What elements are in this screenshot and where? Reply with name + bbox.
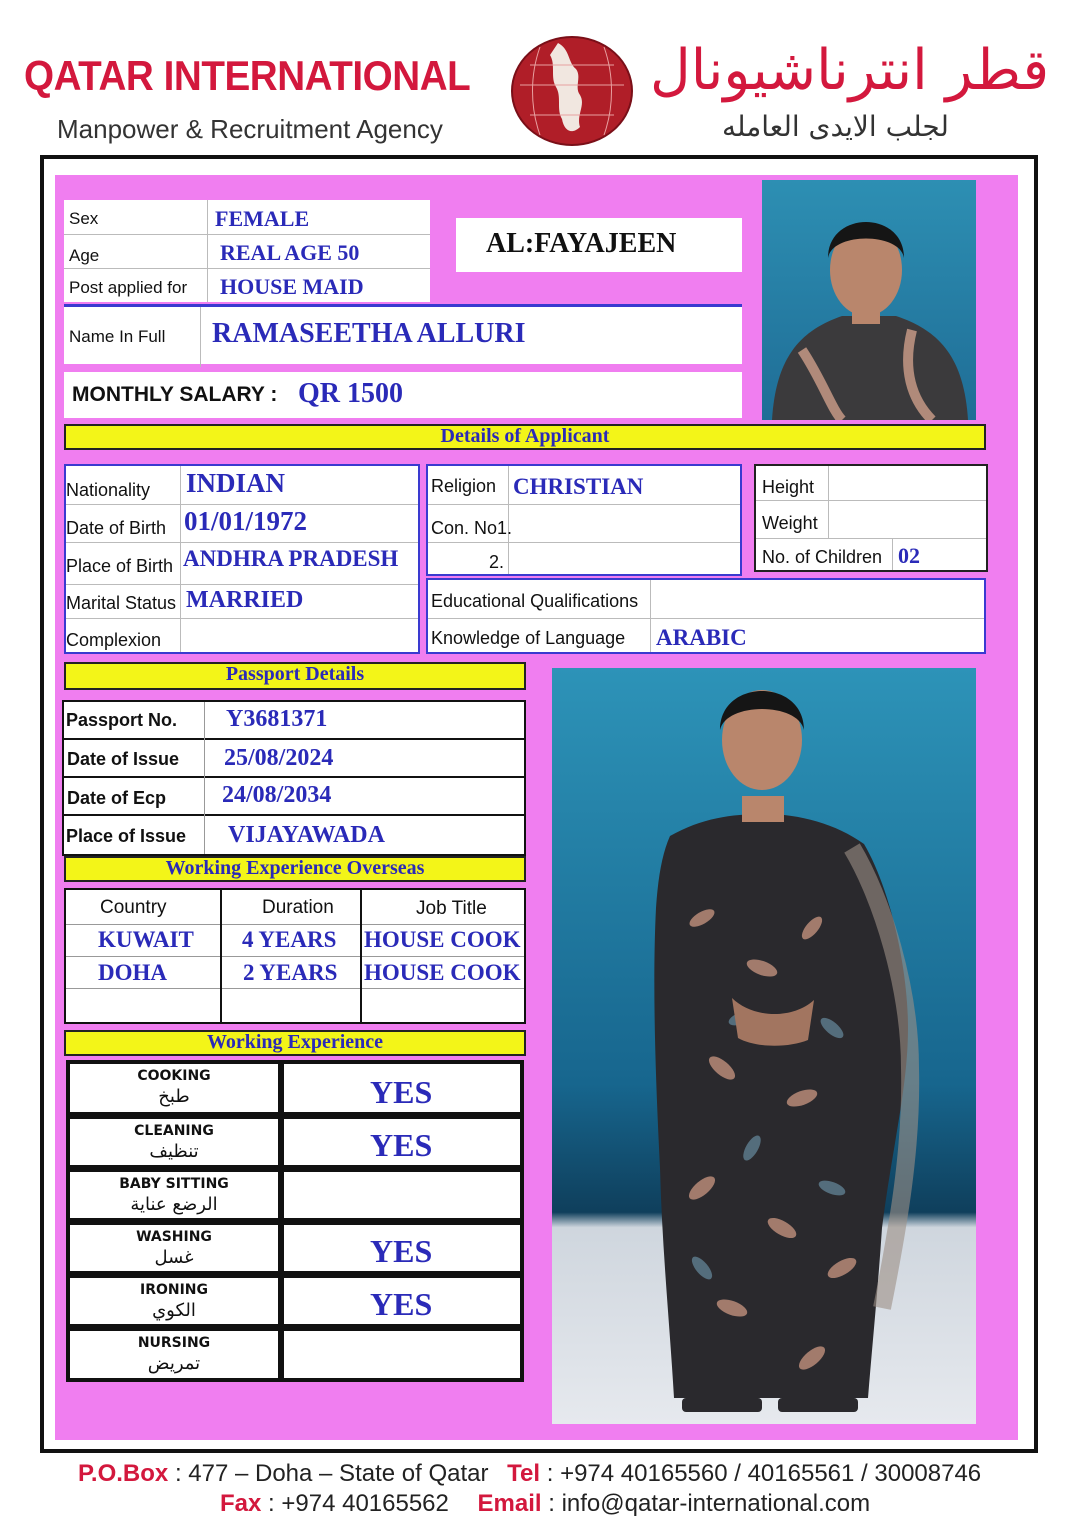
children-label: No. of Children	[762, 547, 883, 567]
skill-babysitting-label	[68, 1170, 280, 1220]
sex-value: FEMALE	[215, 206, 310, 231]
skill-cleaning-value: YES	[370, 1127, 433, 1163]
brand-subtitle-arabic: لجلب الايدى العامله	[722, 110, 949, 143]
name-label: Name In Full	[69, 327, 166, 346]
brand-subtitle: Manpower & Recruitment Agency	[57, 114, 443, 144]
post-label: Post applied for	[69, 278, 188, 297]
skill-ironing-en: IRONING	[139, 1282, 209, 1298]
language-label: Knowledge of Language	[431, 628, 626, 648]
pob-value: ANDHRA PRADESH	[183, 546, 399, 571]
skill-cooking-value-cell	[282, 1062, 522, 1114]
skill-nursing-value-cell	[282, 1329, 522, 1380]
skill-cleaning-label	[68, 1117, 280, 1167]
children-value: 02	[898, 543, 920, 568]
salary-value: QR 1500	[298, 378, 403, 409]
contact-2-label: 2.	[489, 552, 505, 572]
skill-washing-ar: غسل	[154, 1247, 194, 1268]
skill-cleaning-ar: تنظيف	[149, 1141, 199, 1162]
details-title: Details of Applicant	[64, 424, 986, 450]
skill-washing-value: YES	[370, 1233, 433, 1269]
country-header: Country	[100, 897, 167, 918]
dob-value: 01/01/1972	[184, 506, 308, 536]
pob-label: Place of Birth	[66, 556, 174, 576]
post-value: HOUSE MAID	[220, 274, 364, 299]
religion-label: Religion	[431, 476, 497, 496]
skill-cooking-label	[68, 1062, 280, 1114]
table-row-1-job: HOUSE COOK	[364, 927, 521, 952]
marital-value: MARRIED	[186, 587, 304, 613]
weight-label: Weight	[762, 513, 818, 533]
office-name: AL:FAYAJEEN	[486, 228, 677, 259]
table-row-2-job: HOUSE COOK	[364, 960, 521, 985]
table-row-1-country: KUWAIT	[98, 927, 194, 952]
email-value[interactable]: : info@qatar-international.com	[548, 1490, 871, 1517]
applicant-portrait-photo	[762, 180, 976, 420]
email-label: Email	[477, 1490, 542, 1517]
salary-label: MONTHLY SALARY :	[72, 383, 278, 406]
footer-line-2	[220, 1490, 870, 1518]
brand-name-english: QATAR INTERNATIONAL	[24, 52, 471, 99]
skill-washing-label	[68, 1223, 280, 1273]
passport-no-value: Y3681371	[226, 706, 328, 732]
issue-date-value: 25/08/2024	[224, 745, 334, 771]
skill-ironing-value-cell	[282, 1276, 522, 1326]
skill-nursing-label	[68, 1329, 280, 1380]
nationality-label: Nationality	[66, 480, 151, 500]
marital-label: Marital Status	[66, 593, 177, 613]
experience-title: Working Experience	[64, 1030, 526, 1056]
table-row-2-country: DOHA	[98, 960, 167, 985]
skill-cooking-ar: طبخ	[158, 1086, 190, 1107]
skill-ironing-ar: الكوي	[152, 1300, 196, 1321]
skill-babysitting-en: BABY SITTING	[119, 1176, 229, 1192]
skill-cooking-en: COOKING	[137, 1068, 211, 1084]
tel-value: : +974 40165560 / 40165561 / 30008746	[546, 1460, 982, 1487]
height-label: Height	[762, 477, 815, 497]
pobox-value: : 477 – Doha – State of Qatar	[174, 1460, 489, 1487]
age-label: Age	[69, 246, 100, 265]
skill-cleaning-value-cell	[282, 1117, 522, 1167]
skill-ironing-value: YES	[370, 1286, 433, 1322]
table-row-1-duration: 4 YEARS	[242, 927, 337, 952]
issue-place-label: Place of Issue	[66, 826, 187, 846]
skill-babysitting-ar: الرضع عناية	[130, 1194, 218, 1215]
dob-label: Date of Birth	[66, 518, 167, 538]
skill-washing-en: WASHING	[136, 1229, 212, 1245]
issue-place-value: VIJAYAWADA	[228, 822, 385, 848]
skill-babysitting-value-cell	[282, 1170, 522, 1220]
duration-header: Duration	[262, 897, 334, 918]
skill-cleaning-en: CLEANING	[134, 1123, 214, 1139]
fax-label: Fax	[220, 1490, 262, 1517]
expiry-date-value: 24/08/2034	[222, 782, 332, 808]
pobox-label: P.O.Box	[78, 1460, 169, 1487]
overseas-title: Working Experience Overseas	[64, 856, 526, 882]
skill-washing-value-cell	[282, 1223, 522, 1273]
brand-name-arabic: قطر انترناشيونال	[650, 38, 1050, 103]
religion-value: CHRISTIAN	[513, 474, 644, 499]
tel-label: Tel	[507, 1460, 541, 1487]
globe-logo-icon	[510, 35, 634, 147]
nationality-value: INDIAN	[186, 468, 286, 498]
expiry-date-label: Date of Ecp	[67, 788, 167, 808]
name-value: RAMASEETHA ALLURI	[212, 318, 526, 349]
language-value: ARABIC	[656, 625, 747, 650]
fax-value: : +974 40165562	[268, 1490, 449, 1517]
table-row-2-duration: 2 YEARS	[243, 960, 338, 985]
footer-line-1	[78, 1460, 981, 1488]
skill-nursing-en: NURSING	[137, 1335, 211, 1351]
education-label: Educational Qualifications	[431, 591, 639, 611]
complexion-label: Complexion	[66, 630, 162, 650]
passport-title: Passport Details	[64, 662, 526, 690]
issue-date-label: Date of Issue	[67, 749, 180, 769]
skill-nursing-ar: تمريض	[147, 1353, 201, 1374]
skill-ironing-label	[68, 1276, 280, 1326]
sex-label: Sex	[69, 209, 99, 228]
job-title-header: Job Title	[416, 898, 487, 919]
age-value: REAL AGE 50	[220, 240, 360, 265]
passport-no-label: Passport No.	[66, 710, 178, 730]
applicant-full-photo	[552, 668, 976, 1424]
skill-cooking-value: YES	[370, 1074, 433, 1110]
contact-1-label: Con. No1.	[431, 518, 513, 538]
